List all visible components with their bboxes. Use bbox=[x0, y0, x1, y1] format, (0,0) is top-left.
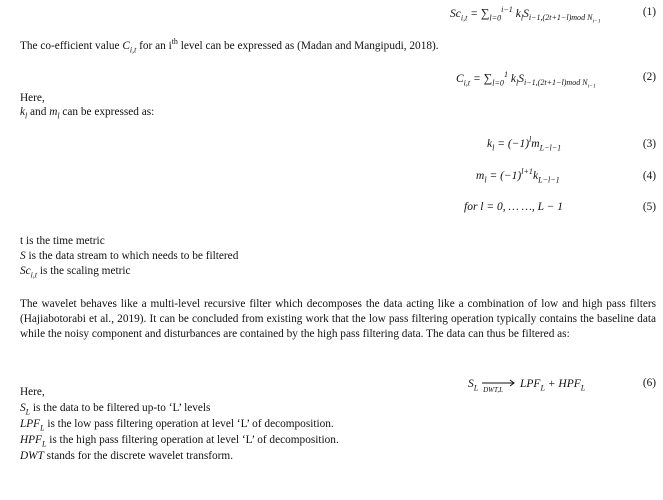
equation-number-4: (4) bbox=[642, 170, 656, 182]
sl-definition: $S_L$ is the data to be filtered up-to ‘L’ levels bbox=[20, 402, 211, 417]
coef-intro-sup: th bbox=[171, 37, 178, 47]
equation-2: $C_{i,t} = \sum_{l=0}^1$ $k_lS_{i-1,(2t+1-l)mod N_{i-1}}$ bbox=[456, 70, 596, 90]
s-def-text: is the data stream to which needs to be filtered bbox=[25, 250, 239, 262]
wavelet-paragraph: The wavelet behaves like a multi-level recursive filter which decomposes the data acting like a combination of low and high pass filters (Hajiabotorabi et al., 2019). It can be concluded from existing work that the low pass filtering operation typically contains the baseline data while the noisy component and disturbances are contained by the high pass filtering data. The data can thus be filtered as: bbox=[20, 298, 656, 341]
equation-number-3: (3) bbox=[642, 138, 656, 150]
equation-6: $S_L$ DWT,L $LPF_L + HPF_L$ bbox=[468, 378, 586, 394]
coef-intro-a: The co-efficient value bbox=[20, 40, 123, 52]
hpf-def-text: is the high pass filtering operation at level ‘L’ of decomposition. bbox=[46, 434, 339, 446]
lpf-definition: $LPF_L$ is the low pass filtering operation at level ‘L’ of decomposition. bbox=[20, 418, 334, 433]
hpf-definition: $HPF_L$ is the high pass filtering operation at level ‘L’ of decomposition. bbox=[20, 434, 339, 449]
k-m-expression-line: $k_l$ and $m_l$ can be expressed as: bbox=[20, 106, 155, 121]
s-definition: S is the data stream to which needs to be filtered bbox=[20, 250, 239, 262]
equation-number-2: (2) bbox=[642, 71, 656, 83]
coefficient-intro: The co-efficient value $C_{i,t}$ for an $i^{th}$ level can be expressed as (Madan and Mangipudi, 2018). bbox=[20, 37, 439, 55]
dwt-def-text: stands for the discrete wavelet transform. bbox=[43, 450, 234, 462]
dwt-arrow-icon: DWT,L bbox=[481, 377, 517, 389]
dwt-definition: DWT stands for the discrete wavelet transform. bbox=[20, 450, 234, 462]
equation-number-1: (1) bbox=[642, 6, 656, 18]
equation-4: $m_l = (-1)^{l+1}k_{L-l-1}$ bbox=[476, 167, 560, 185]
coef-intro-c: level can be expressed as (Madan and Mangipudi, 2018). bbox=[177, 40, 439, 52]
here-label-2: Here, bbox=[20, 386, 45, 398]
equation-3: $k_l = (-1)^lm_{L-l-1}$ bbox=[487, 135, 562, 153]
sc-definition: $Sc_{i,t}$ is the scaling metric bbox=[20, 265, 131, 280]
equation-5: for l = 0, … …, L − 1 bbox=[464, 201, 564, 213]
equation-1: $Sc_{i,t} = \sum_{l=0}^{i-1}$ $k_lS_{i-1,(2t+1-l)mod N_{i-1}}$ bbox=[450, 5, 601, 25]
k-m-expr-text: can be expressed as: bbox=[59, 106, 155, 118]
here-label-1: Here, bbox=[20, 92, 45, 104]
sc-def-text: is the scaling metric bbox=[37, 265, 131, 277]
t-definition: t is the time metric bbox=[20, 235, 105, 247]
lpf-def-text: is the low pass filtering operation at level ‘L’ of decomposition. bbox=[44, 418, 334, 430]
sl-def-text: is the data to be filtered up-to ‘L’ levels bbox=[30, 402, 211, 414]
equation-number-6: (6) bbox=[642, 377, 656, 389]
equation-number-5: (5) bbox=[642, 201, 656, 213]
and-word: and bbox=[27, 106, 50, 118]
coef-intro-b: for an i bbox=[136, 40, 172, 52]
